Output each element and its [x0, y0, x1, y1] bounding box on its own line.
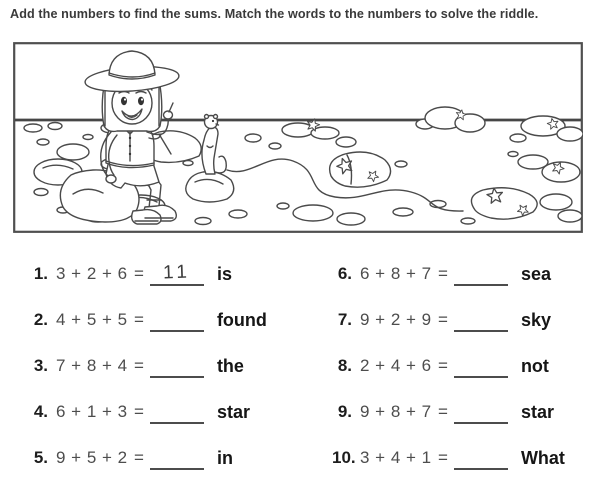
problem-row: [28, 297, 296, 343]
equals-sign: =: [438, 356, 448, 375]
problem-row: [28, 251, 296, 297]
problem-expression: 9 + 2 + 9: [360, 310, 432, 329]
problem-expression: 9 + 5 + 2: [56, 448, 128, 467]
riddle-word: star: [520, 401, 554, 422]
problem-number: 3.: [33, 356, 48, 375]
answer-blank[interactable]: [150, 262, 204, 286]
answer-blank[interactable]: [454, 400, 508, 424]
riddle-word: the: [216, 355, 244, 376]
problem-expression: 7 + 8 + 4: [56, 356, 128, 375]
riddle-word: star: [216, 401, 250, 422]
riddle-word: not: [520, 355, 549, 376]
equals-sign: =: [438, 448, 448, 467]
problem-row: [332, 297, 600, 343]
problem-number: 4.: [33, 402, 48, 421]
problem-expression: 2 + 4 + 6: [360, 356, 432, 375]
riddle-word: in: [216, 447, 233, 468]
boot: [132, 210, 161, 224]
riddle-word: sea: [520, 263, 551, 284]
problem-number: 2.: [33, 310, 48, 329]
riddle-word: found: [216, 309, 267, 330]
problem-expression: 9 + 8 + 7: [360, 402, 432, 421]
problem-expression: 6 + 1 + 3: [56, 402, 128, 421]
problem-number: 6.: [337, 264, 352, 283]
answer-blank[interactable]: [150, 354, 204, 378]
illustration: [13, 42, 583, 233]
problem-number: 9.: [337, 402, 352, 421]
problem-number: 10.: [332, 448, 356, 467]
riddle-word: is: [216, 263, 232, 284]
riddle-word: What: [520, 447, 565, 468]
equals-sign: =: [438, 310, 448, 329]
problem-expression: 6 + 8 + 7: [360, 264, 432, 283]
answer-value: [150, 421, 204, 423]
answer-value: [454, 283, 508, 285]
problem-number: 8.: [337, 356, 352, 375]
problem-expression: 3 + 2 + 6: [56, 264, 128, 283]
answer-value: [454, 375, 508, 377]
problem-row: [332, 389, 600, 435]
problem-row: [332, 251, 600, 297]
problem-number: 7.: [337, 310, 352, 329]
answer-blank[interactable]: [454, 262, 508, 286]
problem-row: [332, 435, 600, 481]
equals-sign: =: [134, 310, 144, 329]
problems-column-left: [28, 251, 296, 481]
problem-number: 5.: [33, 448, 48, 467]
problem-row: [28, 435, 296, 481]
answer-blank[interactable]: [454, 308, 508, 332]
answer-blank[interactable]: [150, 446, 204, 470]
equals-sign: =: [134, 356, 144, 375]
riddle-word: sky: [520, 309, 551, 330]
answer-blank[interactable]: [454, 354, 508, 378]
answer-value: [150, 467, 204, 469]
answer-value: [150, 329, 204, 331]
problem-expression: 4 + 5 + 5: [56, 310, 128, 329]
problem-list: [0, 251, 602, 481]
equals-sign: =: [134, 264, 144, 283]
answer-value: [150, 375, 204, 377]
equals-sign: =: [134, 402, 144, 421]
problem-row: [28, 343, 296, 389]
problem-expression: 3 + 4 + 1: [360, 448, 432, 467]
problem-number: 1.: [33, 264, 48, 283]
answer-blank[interactable]: [150, 400, 204, 424]
equals-sign: =: [438, 402, 448, 421]
answer-blank[interactable]: [454, 446, 508, 470]
answer-value: [454, 467, 508, 469]
problem-row: [28, 389, 296, 435]
worksheet-instructions: Add the numbers to find the sums. Match the words to the numbers to solve the riddle.: [10, 7, 539, 21]
answer-value: [454, 421, 508, 423]
problem-row: [332, 343, 600, 389]
answer-value: [454, 329, 508, 331]
problems-column-right: [332, 251, 600, 481]
answer-value: 11: [162, 261, 192, 284]
answer-blank[interactable]: [150, 308, 204, 332]
equals-sign: =: [438, 264, 448, 283]
equals-sign: =: [134, 448, 144, 467]
